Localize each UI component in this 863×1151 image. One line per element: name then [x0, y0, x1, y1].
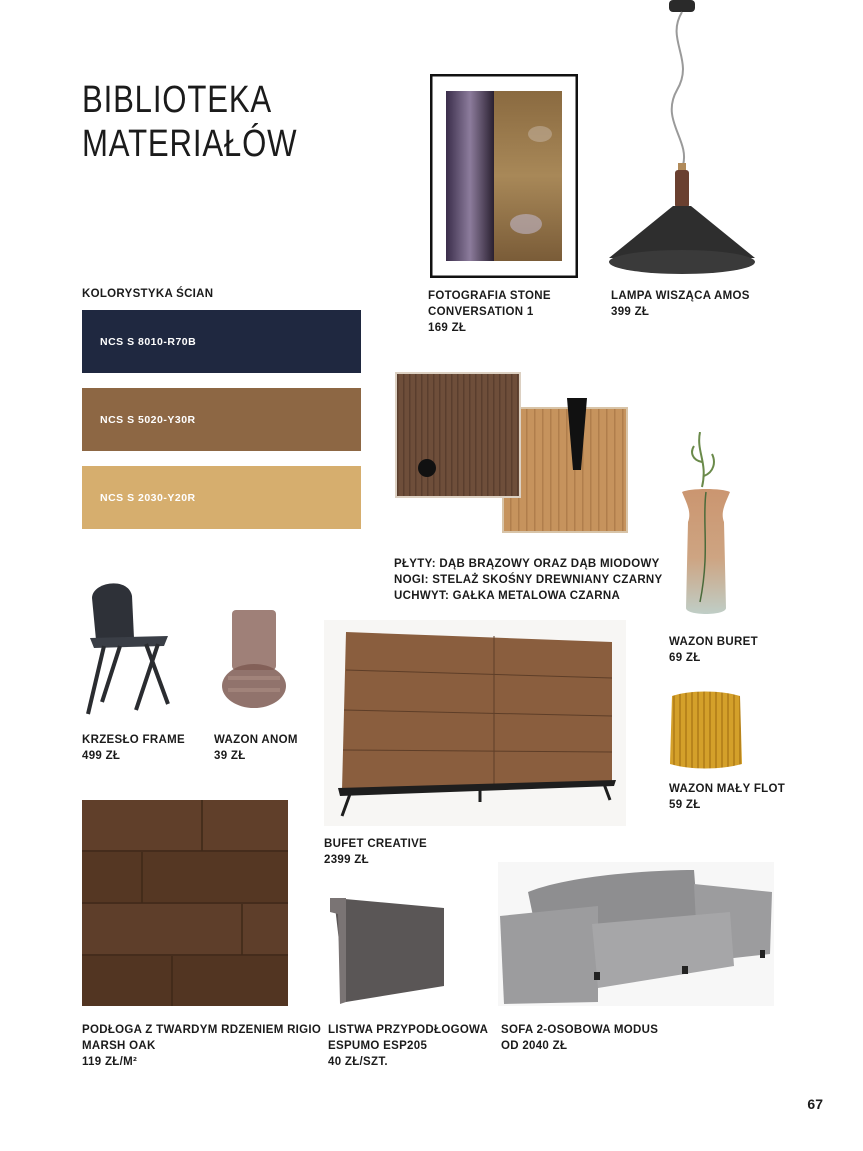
vase-buret-image: [680, 432, 732, 620]
title-line-2: MATERIAŁÓW: [82, 123, 298, 165]
product-name: WAZON BURET: [669, 636, 758, 648]
skirting-board-image: [328, 894, 448, 1006]
product-price: 499 ZŁ: [82, 750, 121, 762]
lamp-caption: [611, 288, 750, 320]
product-name: MARSH OAK: [82, 1040, 156, 1052]
product-name: PODŁOGA Z TWARDYM RDZENIEM RIGIO: [82, 1024, 322, 1036]
floor-sample-image: [82, 800, 288, 1006]
wood-samples-image: [395, 372, 630, 534]
product-price: OD 2040 ZŁ: [501, 1040, 568, 1052]
floor-caption: [82, 1022, 321, 1070]
color-swatch-sand: [82, 466, 361, 529]
product-name: LAMPA WISZĄCA AMOS: [611, 290, 750, 302]
pendant-lamp-image: [605, 0, 757, 278]
skirting-caption: [328, 1022, 488, 1070]
product-price: 399 ZŁ: [611, 306, 650, 318]
photo-caption: [428, 288, 551, 336]
boards-line: NOGI: STELAŻ SKOŚNY DREWNIANY CZARNY: [394, 574, 663, 586]
chair-caption: [82, 732, 185, 764]
title-line-1: BIBLIOTEKA: [82, 79, 273, 121]
page-number: 67: [807, 1096, 823, 1112]
vase-flot-caption: [669, 781, 785, 813]
sofa-image: [498, 862, 774, 1006]
vase-buret-caption: [669, 634, 758, 666]
product-price: 119 ZŁ/M²: [82, 1056, 138, 1068]
vase-anom-image: [220, 608, 286, 714]
sofa-caption: [501, 1022, 658, 1054]
color-swatch-navy: [82, 310, 361, 373]
product-name: BUFET CREATIVE: [324, 838, 428, 850]
swatch-code: NCS S 5020-Y30R: [100, 413, 196, 426]
swatch-code: NCS S 8010-R70B: [100, 335, 197, 348]
product-name: SOFA 2-OSOBOWA MODUS: [501, 1024, 659, 1036]
vase-anom-caption: [214, 732, 298, 764]
product-price: 2399 ZŁ: [324, 854, 369, 866]
color-swatch-brown: [82, 388, 361, 451]
product-name: WAZON ANOM: [214, 734, 298, 746]
product-name: KRZESŁO FRAME: [82, 734, 185, 746]
product-name: LISTWA PRZYPODŁOGOWA: [328, 1024, 489, 1036]
product-name: FOTOGRAFIA STONE: [428, 290, 551, 302]
boards-caption: [394, 556, 663, 604]
vase-flot-image: [670, 690, 742, 774]
product-price: 69 ZŁ: [669, 652, 701, 664]
product-price: 59 ZŁ: [669, 799, 701, 811]
product-name: CONVERSATION 1: [428, 306, 534, 318]
product-name: WAZON MAŁY FLOT: [669, 783, 786, 795]
sideboard-image: [324, 620, 626, 826]
boards-line: UCHWYT: GAŁKA METALOWA CZARNA: [394, 590, 621, 602]
product-name: ESPUMO ESP205: [328, 1040, 428, 1052]
product-price: 40 ZŁ/SZT.: [328, 1056, 388, 1068]
chair-frame-image: [84, 578, 172, 718]
sideboard-caption: [324, 836, 427, 868]
product-price: 39 ZŁ: [214, 750, 246, 762]
wall-colors-heading: KOLORYSTYKA ŚCIAN: [82, 288, 214, 300]
boards-line: PŁYTY: DĄB BRĄZOWY ORAZ DĄB MIODOWY: [394, 558, 660, 570]
photo-artwork-image: [430, 74, 578, 278]
page-title: [82, 78, 297, 166]
product-price: 169 ZŁ: [428, 322, 467, 334]
swatch-code: NCS S 2030-Y20R: [100, 491, 196, 504]
